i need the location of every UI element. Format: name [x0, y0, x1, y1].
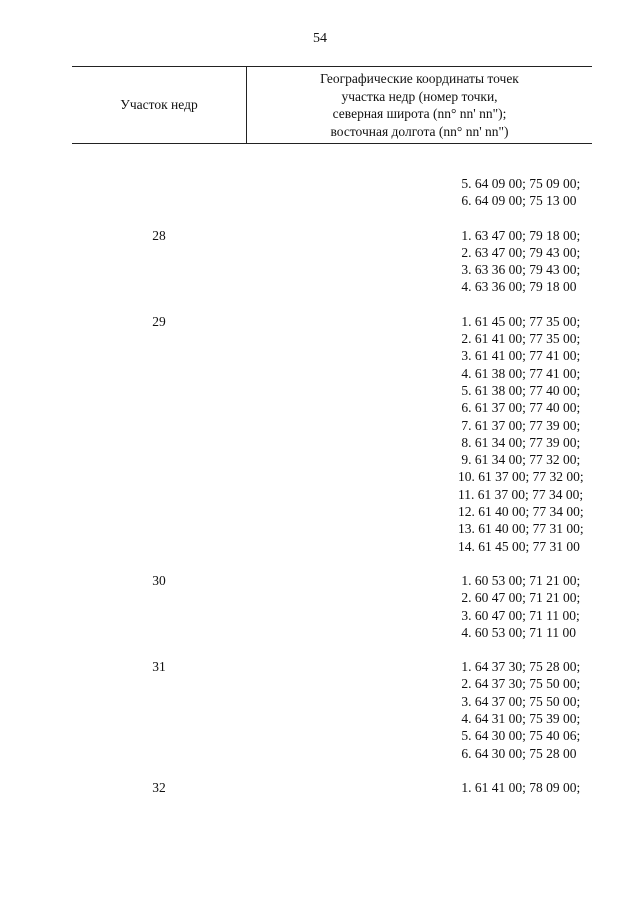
coordinate-point: 7. 61 37 00; 77 39 00;: [458, 417, 581, 433]
coordinate-point: 1. 61 45 00; 77 35 00;: [458, 313, 581, 329]
plot-row: [72, 779, 592, 796]
header-line: Географические координаты точек: [320, 71, 519, 86]
plot-number: 30: [152, 572, 166, 588]
plot-number: [72, 175, 246, 210]
plot-number: 29: [152, 313, 166, 329]
plot-row: [72, 227, 592, 296]
table-header: [72, 66, 592, 144]
coordinate-point: 9. 61 34 00; 77 32 00;: [458, 452, 581, 468]
coordinate-point: 1. 60 53 00; 71 21 00;: [458, 572, 581, 588]
plot-row: [72, 572, 592, 641]
coordinate-point: 1. 63 47 00; 79 18 00;: [458, 227, 581, 243]
coordinate-list: [246, 313, 584, 555]
coordinate-point: 3. 63 36 00; 79 43 00;: [458, 262, 581, 278]
coordinate-point: 2. 61 41 00; 77 35 00;: [458, 331, 581, 347]
plot-number: 31: [152, 659, 166, 675]
coordinate-point: 12. 61 40 00; 77 34 00;: [458, 504, 584, 520]
coordinate-point: 6. 64 09 00; 75 13 00: [458, 193, 577, 209]
table-body: [72, 175, 592, 813]
header-subsoil-plot: Участок недр: [72, 67, 247, 143]
coordinate-point: 2. 64 37 30; 75 50 00;: [458, 676, 581, 692]
plot-row: [72, 175, 592, 210]
coordinate-list: [246, 227, 580, 296]
coordinate-point: 6. 61 37 00; 77 40 00;: [458, 400, 581, 416]
header-line: северная широта (nn° nn' nn");: [332, 106, 507, 121]
coordinate-point: 8. 61 34 00; 77 39 00;: [458, 434, 581, 450]
coordinate-point: 4. 61 38 00; 77 41 00;: [458, 365, 581, 381]
coordinate-point: 4. 60 53 00; 71 11 00: [458, 624, 576, 640]
coordinate-point: 3. 64 37 00; 75 50 00;: [458, 693, 581, 709]
header-line: восточная долгота (nn° nn' nn"): [330, 123, 509, 139]
coordinate-list: [246, 572, 580, 641]
coordinate-point: 1. 64 37 30; 75 28 00;: [458, 659, 581, 675]
coordinate-point: 1. 61 41 00; 78 09 00;: [458, 779, 581, 795]
coordinate-point: 5. 64 30 00; 75 40 06;: [458, 728, 581, 744]
coordinate-point: 10. 61 37 00; 77 32 00;: [458, 469, 584, 485]
page-number: 54: [313, 31, 327, 46]
coordinate-point: 2. 60 47 00; 71 21 00;: [458, 590, 581, 606]
coordinate-point: 6. 64 30 00; 75 28 00: [458, 745, 577, 761]
coordinate-point: 5. 64 09 00; 75 09 00;: [458, 176, 581, 191]
coordinate-point: 4. 63 36 00; 79 18 00: [458, 279, 577, 295]
coordinate-list: [246, 658, 580, 762]
plot-number: 28: [152, 227, 166, 243]
header-coordinates: [247, 67, 592, 143]
coordinate-point: 4. 64 31 00; 75 39 00;: [458, 711, 581, 727]
coordinate-point: 13. 61 40 00; 77 31 00;: [458, 521, 584, 537]
coordinate-point: 3. 60 47 00; 71 11 00;: [458, 607, 580, 623]
coordinate-point: 11. 61 37 00; 77 34 00;: [458, 486, 584, 502]
coordinate-list: [246, 175, 580, 210]
coordinate-point: 5. 61 38 00; 77 40 00;: [458, 382, 581, 398]
coordinate-point: 2. 63 47 00; 79 43 00;: [458, 244, 581, 260]
header-line: участка недр (номер точки,: [341, 88, 498, 104]
plot-row: [72, 658, 592, 762]
plot-row: [72, 313, 592, 555]
coordinate-point: 3. 61 41 00; 77 41 00;: [458, 348, 581, 364]
plot-number: 32: [152, 779, 166, 795]
coordinate-list: [246, 779, 580, 796]
coordinate-point: 14. 61 45 00; 77 31 00: [458, 538, 580, 554]
